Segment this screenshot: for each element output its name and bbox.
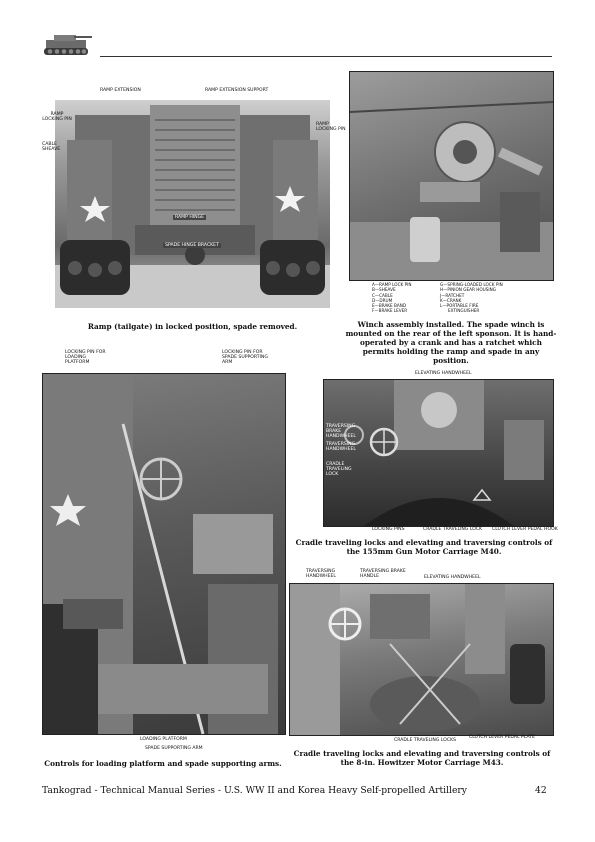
photo-loading-platform-controls [42,373,286,735]
label-spade-hinge-bracket: SPADE HINGE BRACKET [163,243,221,248]
caption-m40: Cradle traveling locks and elevating and traversing controls of the 155mm Gun Motor Carriage M40. [295,538,553,556]
label-locking-pins: LOCKING PINS [372,527,405,532]
label-traversing-handwheel-m43: TRAVERSING HANDWHEEL [306,569,336,580]
legend-item: G—SPRING-LOADED LOCK PIN [440,282,503,287]
label-cable-sheave: CABLE SHEAVE [42,142,61,153]
footer-series-title: Tankograd - Technical Manual Series - U.S. WW II and Korea Heavy Self-propelled Artillery [42,785,467,796]
label-traversing-brake-handwheel: TRAVERSING BRAKE HANDWHEEL [326,424,356,440]
label-clutch-lever-pedal-hook: CLUTCH LEVER PEDAL HOOK [492,527,558,532]
photo-ramp-tailgate [55,88,330,308]
legend-item: C—CABLE [372,292,393,298]
legend-item: D—DRUM [372,297,393,303]
legend-item: B—SHEAVE [372,287,396,293]
label-spade-supporting-arm: SPADE SUPPORTING ARM [145,746,203,751]
label-ramp-extension: RAMP EXTENSION [100,88,141,93]
label-locking-pin-spade-arm: LOCKING PIN FOR SPADE SUPPORTING ARM [222,350,268,366]
label-cradle-traveling-lock-m40: CRADLE TRAVELING LOCK [423,527,483,532]
label-ramp-hinge: RAMP HINGE [175,215,205,220]
photo-m43-controls [289,583,554,736]
header-rule [100,56,552,57]
label-clutch-lever-pedal-plate: CLUTCH LEVER PEDAL PLATE [469,735,535,740]
footer-page-number: 42 [535,785,547,796]
label-cradle-traveling-locks: CRADLE TRAVELING LOCKS [394,738,457,743]
caption-ramp: Ramp (tailgate) in locked position, spade removed. [87,322,298,331]
caption-loading-platform: Controls for loading platform and spade supporting arms. [44,759,282,768]
legend-item: E—BRAKE BAND [372,303,407,309]
winch-legend [372,282,542,316]
label-ramp-locking-pin-right: RAMP LOCKING PIN [316,122,346,133]
tank-silhouette-icon [40,30,96,58]
legend-item: H—PINION GEAR HOUSING [440,287,496,293]
photo-winch-assembly [349,71,554,281]
caption-m43: Cradle traveling locks and elevating and traversing controls of the 8-in. Howitzer Motor Carriage M43. [293,749,551,767]
caption-winch: Winch assembly installed. The spade winch is mounted on the rear of the left sponson. It is hand-operated by a crank and has a ratchet which permits holding the ramp and spade in any position. [345,320,557,365]
legend-item: K—CRANK [440,297,462,303]
label-traversing-handwheel-m40: TRAVERSING HANDWHEEL [326,442,356,453]
label-elevating-handwheel-m40: ELEVATING HANDWHEEL [415,371,472,376]
label-locking-pin-loading-platform: LOCKING PIN FOR LOADING PLATFORM [65,350,106,366]
label-cradle-traveling-lock-side: CRADLE TRAVELING LOCK [326,462,352,478]
label-traversing-brake-handle: TRAVERSING BRAKE HANDLE [360,569,406,580]
legend-item: F—BRAKE LEVER [372,308,408,314]
legend-item: A—RAMP LOCK PIN [372,282,412,287]
label-ramp-extension-support: RAMP EXTENSION SUPPORT [205,88,269,93]
legend-item: J—RATCHET [440,292,465,298]
legend-item: L—PORTABLE FIRE [440,303,479,309]
header-tank-logo [40,30,96,58]
label-ramp-locking-pin-left: RAMP LOCKING PIN [42,112,72,123]
label-loading-platform: LOADING PLATFORM [140,737,187,742]
label-elevating-handwheel-m43: ELEVATING HANDWHEEL [424,575,481,580]
legend-item: EXTINGUISHER [448,308,480,314]
photo-m40-controls [323,379,554,527]
